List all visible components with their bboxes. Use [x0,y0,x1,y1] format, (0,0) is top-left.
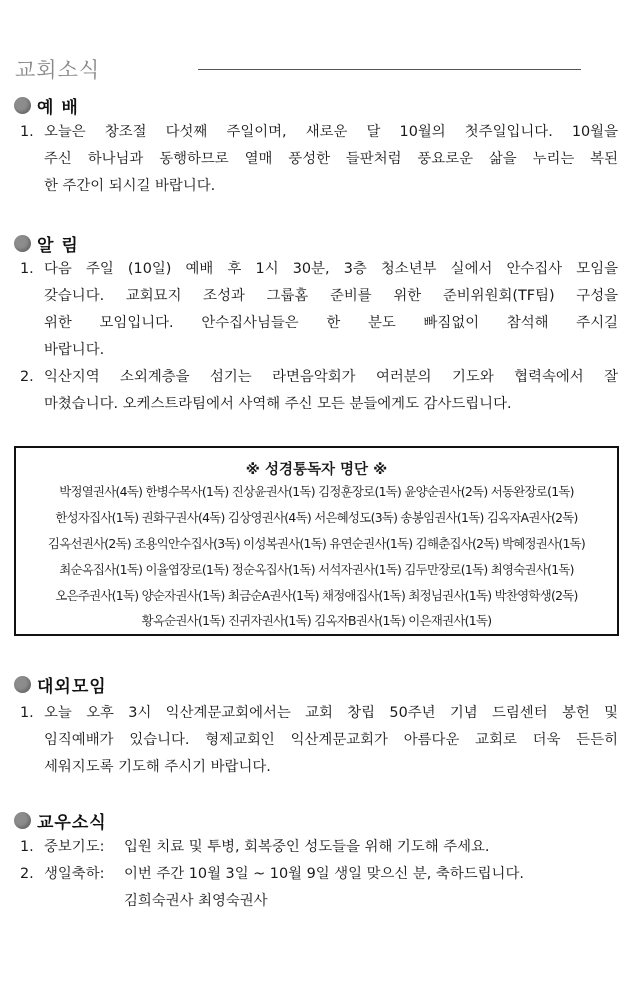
item-label: 중보기도: [44,839,105,855]
item-number: 1. [20,261,34,277]
notice-item-1 [20,256,618,364]
section-label: 예 배 [37,98,79,118]
bible-readers-title: ※ 성경통독자 명단 ※ [245,462,388,478]
item-text [44,364,618,418]
item-line: 다음 주일 (10일) 예배 후 1시 30분, 3층 청소년부 실에서 안수집사 모임을 [44,261,618,277]
item-text [124,861,618,915]
item-line: 입원 치료 및 투병, 회복중인 성도들을 위해 기도해 주세요. [124,839,490,855]
item-line: 오늘은 창조절 다섯째 주일이며, 새로운 달 10월의 첫주일입니다. 10월을 [44,124,618,140]
notice-item-2 [20,364,618,418]
external-item-1 [20,700,618,781]
section-label: 대외모임 [37,677,107,697]
members-item-1 [20,834,618,861]
item-text [124,834,618,861]
item-line: 마쳤습니다. 오케스트라팀에서 사역해 주신 모든 분들에게도 감사드립니다. [44,396,512,412]
item-line: 익산지역 소외계층을 섬기는 라면음악회가 여러분의 기도와 협력속에서 잘 [44,369,618,385]
bible-readers-line: 김옥선권사(2독) 조용익안수집사(3독) 이성복권사(1독) 유연순권사(1독) 김해춘집사(2독) 박혜정권사(1독) [47,536,586,551]
section-external-heading [14,672,107,697]
circle-bullet-icon [14,676,31,693]
item-line: 김희숙권사 최영숙권사 [124,893,268,909]
bible-readers-line: 황옥순권사(1독) 진귀자권사(1독) 김옥자B권사(1독) 이은재권사(1독) [141,613,492,628]
item-line: 이번 주간 10월 3일 ~ 10월 9일 생일 맞으신 분, 축하드립니다. [124,866,524,882]
item-line: 갖습니다. 교회묘지 조성과 그룹홈 준비를 위한 준비위원회(TF팀) 구성을 [44,288,618,304]
section-label: 교우소식 [37,813,107,833]
item-label: 생일축하: [44,866,105,882]
section-worship-heading [14,93,79,118]
item-line: 오늘 오후 3시 익산계문교회에서는 교회 창립 50주년 기념 드림센터 봉헌 및 [44,705,618,721]
bible-readers-line: 한성자집사(1독) 권화구권사(4독) 김상영권사(4독) 서은혜성도(3독) 송봉임권사(1독) 김옥자A권사(2독) [55,510,578,525]
bible-readers-line: 박정열권사(4독) 한병수목사(1독) 진상윤권사(1독) 김정훈장로(1독) 윤양순권사(2독) 서동완장로(1독) [59,484,574,499]
item-number: 2. [20,866,34,882]
item-number: 1. [20,124,34,140]
circle-bullet-icon [14,235,31,252]
circle-bullet-icon [14,812,31,829]
page-title: 교회소식 [15,58,101,82]
section-label: 알 림 [37,236,79,256]
bible-readers-line: 최순옥집사(1독) 이율엽장로(1독) 정순옥집사(1독) 서석자권사(1독) 김두만장로(1독) 최영숙권사(1독) [59,562,574,577]
item-line: 주신 하나님과 동행하므로 열매 풍성한 들판처럼 풍요로운 삶을 누리는 복된 [44,151,618,167]
members-item-2 [20,861,618,915]
section-members-heading [14,808,107,833]
title-divider [198,69,581,70]
section-notice-heading [14,231,79,256]
item-line: 한 주간이 되시길 바랍니다. [44,178,216,194]
bible-readers-line: 오은주권사(1독) 양순자권사(1독) 최금순A권사(1독) 채정애집사(1독) 최정님권사(1독) 박찬영학생(2독) [55,588,578,603]
item-text [44,700,618,781]
item-line: 위한 모임입니다. 안수집사님들은 한 분도 빠짐없이 참석해 주시길 [44,315,618,331]
item-line: 바랍니다. [44,342,105,358]
worship-item-1 [20,119,618,200]
item-number: 1. [20,705,34,721]
item-text [44,119,618,200]
item-text [44,256,618,364]
bible-readers-box [14,446,619,636]
item-number: 2. [20,369,34,385]
item-number: 1. [20,839,34,855]
item-line: 세워지도록 기도해 주시기 바랍니다. [44,759,271,775]
circle-bullet-icon [14,97,31,114]
item-line: 임직예배가 있습니다. 형제교회인 익산계문교회가 아름다운 교회로 더욱 든든히 [44,732,618,748]
